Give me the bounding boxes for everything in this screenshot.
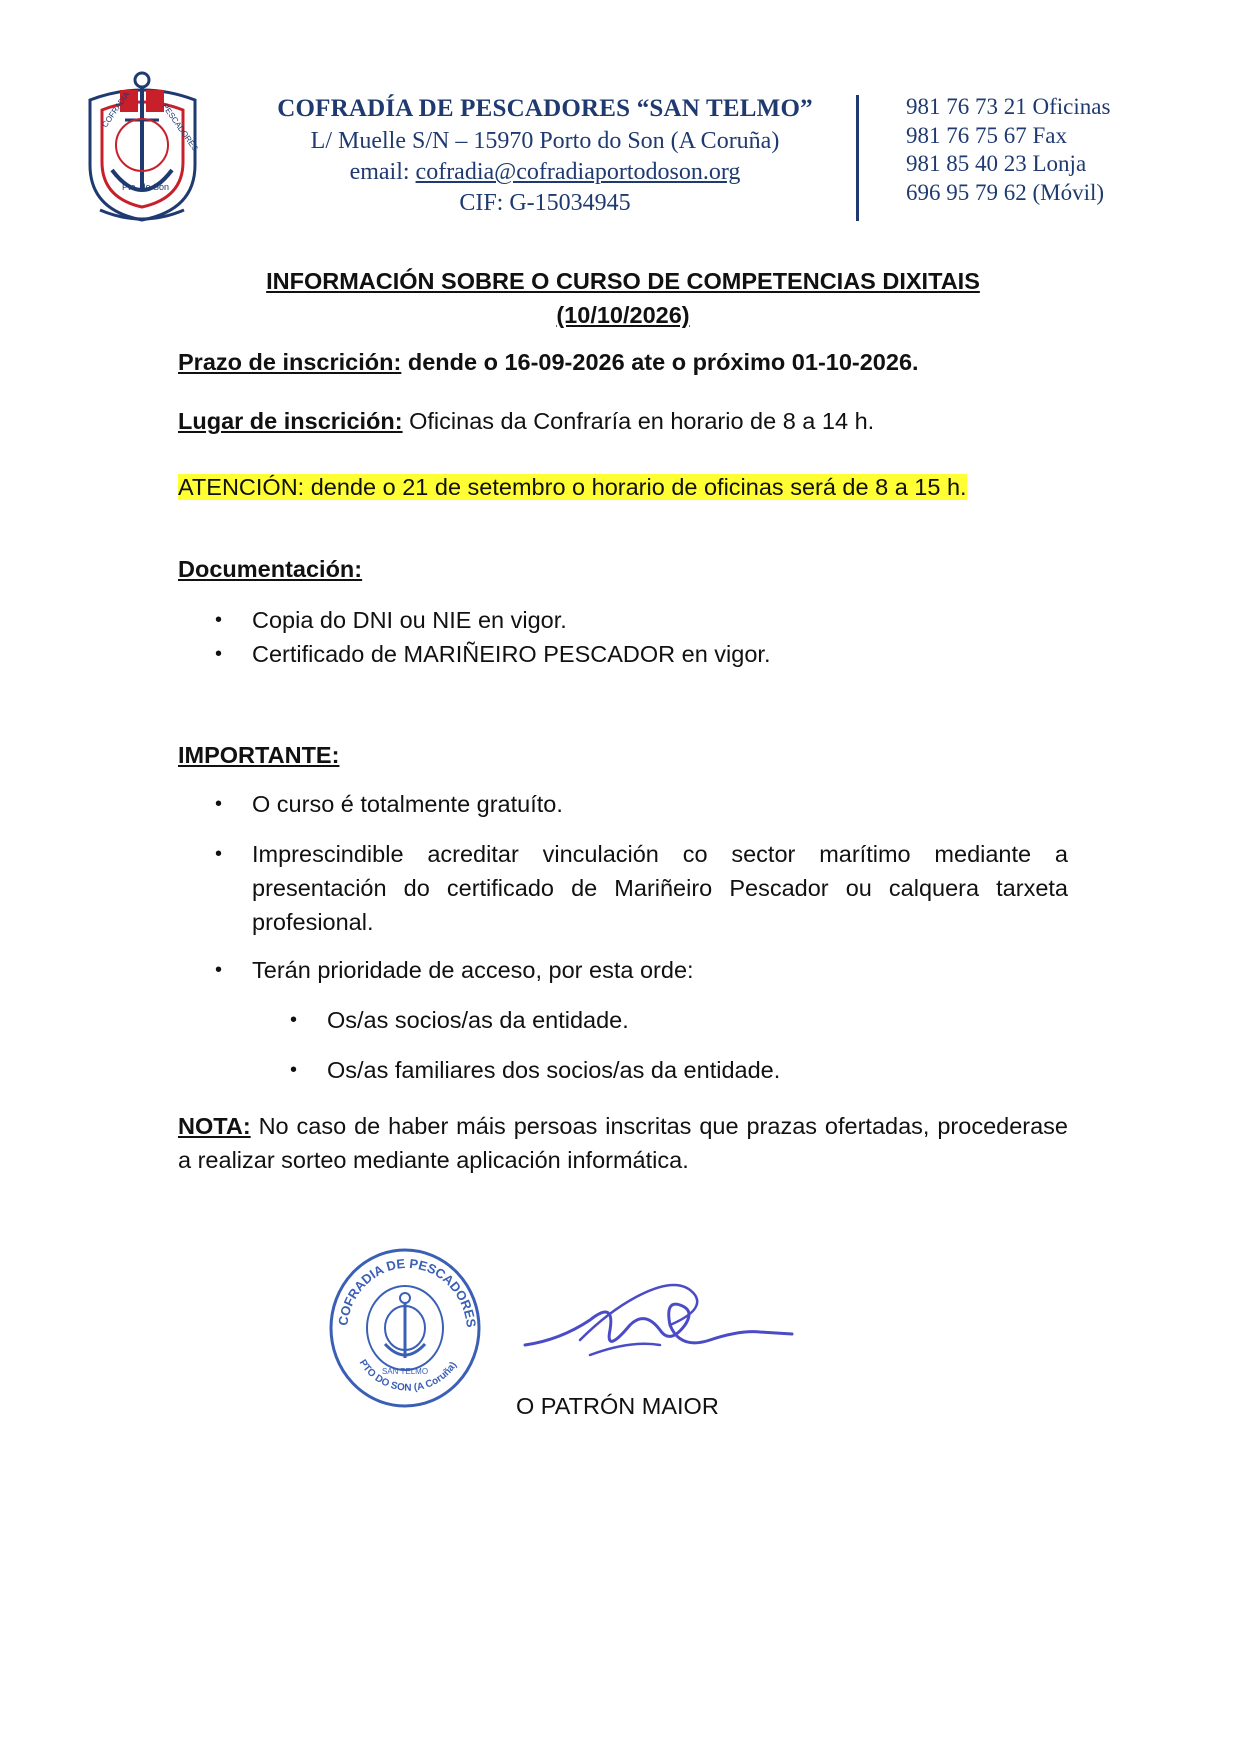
prazo-value: dende o 16-09-2026 ate o próximo 01-10-2026. [401, 349, 919, 375]
doc-item-2: Certificado de MARIÑEIRO PESCADOR en vigor. [252, 641, 771, 667]
list-item [290, 1053, 1068, 1087]
bullet-icon: • [215, 959, 223, 981]
phone-oficinas: 981 76 73 21 Oficinas [906, 94, 1111, 119]
phone-list [906, 93, 1110, 207]
importante-subitem-1: Os/as socios/as da entidade. [327, 1007, 629, 1033]
atencion-highlight: ATENCIÓN: dende o 21 de setembro o horario de oficinas será de 8 a 15 h. [178, 474, 967, 500]
logo-text-left: COFRADIA [100, 90, 132, 130]
bullet-icon: • [215, 609, 223, 631]
prazo-line [178, 345, 1068, 379]
logo-text-right: PESCADORES [160, 101, 200, 153]
list-item [215, 637, 1068, 671]
svg-text:COFRADIA DE PESCADORES [335, 1256, 479, 1329]
title-line-1: INFORMACIÓN SOBRE O CURSO DE COMPETENCIAS DIXITAIS [266, 268, 980, 294]
organization-block [250, 92, 840, 219]
email-link[interactable]: cofradia@cofradiaportodoson.org [415, 159, 741, 185]
organization-name: COFRADÍA DE PESCADORES “SAN TELMO” [277, 95, 813, 122]
importante-heading: IMPORTANTE: [178, 742, 340, 768]
organization-cif: CIF: G-15034945 [459, 190, 631, 216]
stamp-text-mid: SAN TELMO [381, 1367, 429, 1376]
organization-address: L/ Muelle S/N – 15970 Porto do Son (A Coruña) [310, 128, 780, 154]
doc-item-1: Copia do DNI ou NIE en vigor. [252, 607, 567, 633]
cofradia-logo [80, 70, 205, 230]
documentacion-heading: Documentación: [178, 556, 363, 582]
bullet-icon: • [215, 793, 223, 815]
prazo-label: Prazo de inscrición: [178, 349, 402, 375]
importante-subitem-2: Os/as familiares dos socios/as da entidade. [327, 1057, 781, 1083]
atencion-line [178, 470, 1068, 504]
lugar-line [178, 404, 1068, 438]
nota-text: No caso de haber máis persoas inscritas que prazas ofertadas, procederase a realizar sorteo mediante aplicación informática. [178, 1113, 1068, 1173]
bullet-icon: • [290, 1059, 298, 1081]
lugar-label: Lugar de inscrición: [178, 408, 403, 434]
signature-scribble [520, 1270, 795, 1380]
list-item [215, 787, 1068, 821]
nota-label: NOTA: [178, 1113, 251, 1139]
signatory-role: O PATRÓN MAIOR [516, 1393, 719, 1419]
official-stamp [325, 1240, 485, 1410]
logo-text-bottom: Pto. do Son [122, 182, 170, 192]
phone-movil: 696 95 79 62 (Móvil) [906, 179, 1105, 205]
list-item [215, 603, 1068, 637]
importante-item-2: Imprescindible acreditar vinculación co sector marítimo mediante a presentación do certificado de Mariñeiro Pescador ou calquera tarxeta profesional. [252, 841, 1068, 935]
lugar-value: Oficinas da Confraría en horario de 8 a 14 h. [402, 408, 875, 434]
document-title [178, 264, 1068, 332]
importante-item-3: Terán prioridade de acceso, por esta orde: [252, 957, 694, 983]
phone-lonja: 981 85 40 23 Lonja [906, 151, 1087, 176]
bullet-icon: • [215, 643, 223, 665]
list-item [215, 953, 1068, 987]
list-item [215, 837, 1068, 939]
stamp-text-bottom: PTO DO SON (A Coruña) [356, 1357, 460, 1394]
header-divider [856, 95, 859, 221]
email-label: email: [349, 159, 416, 185]
bullet-icon: • [290, 1009, 298, 1031]
list-item [290, 1003, 1068, 1037]
title-line-2: (10/10/2026) [556, 302, 690, 328]
importante-item-1: O curso é totalmente gratuíto. [252, 791, 563, 817]
bullet-icon: • [215, 843, 223, 865]
nota-paragraph [178, 1109, 1068, 1177]
stamp-text-top: COFRADIA DE PESCADORES [335, 1255, 479, 1329]
phone-fax: 981 76 75 67 Fax [906, 122, 1067, 148]
organization-email-line [250, 157, 840, 188]
